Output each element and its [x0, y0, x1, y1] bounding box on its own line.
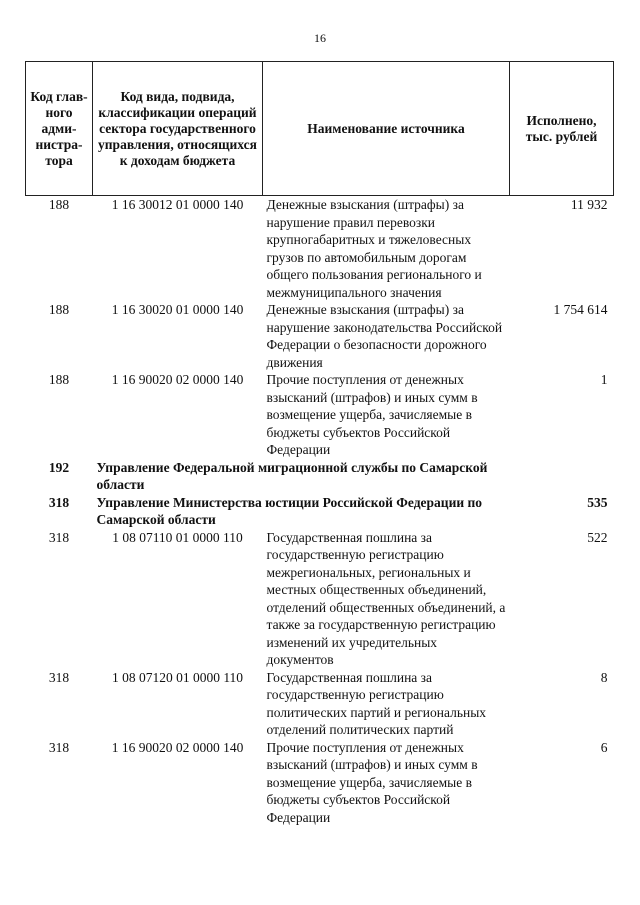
amount: 522 — [587, 529, 608, 545]
source-name: Прочие поступления от денежных взысканий (штрафов) и иных сумм в возмещение ущерба, зачисляемые в бюджеты субъектов Российской Федерации — [266, 372, 478, 457]
source-name: Прочие поступления от денежных взысканий (штрафов) и иных сумм в возмещение ущерба, зачисляемые в бюджеты субъектов Российской Федерации — [266, 739, 478, 825]
revenue-table — [25, 61, 614, 826]
header-admin-code: Код глав-ного адми-нистра-тора — [26, 62, 93, 196]
amount: 8 — [600, 669, 608, 685]
classification-code: 1 16 30020 01 0000 140 — [111, 302, 244, 317]
classification-code: 1 08 07110 01 0000 110 — [112, 529, 243, 545]
classification-code: 1 08 07120 01 0000 110 — [111, 669, 244, 685]
administrator-name: Управление Министерства юстиции Российской Федерации по Самарской области — [96, 494, 483, 527]
admin-code: 318 — [48, 739, 70, 755]
amount: 1 754 614 — [553, 302, 608, 317]
table-row-administrator — [26, 494, 614, 529]
table-row — [26, 529, 614, 669]
admin-code: 188 — [48, 372, 70, 387]
amount: 1 — [600, 372, 608, 387]
admin-code: 192 — [48, 459, 70, 475]
admin-code: 188 — [48, 197, 70, 212]
header-amount: Исполнено, тыс. рублей — [510, 62, 614, 196]
administrator-name: Управление Федеральной миграционной службы по Самарской области — [96, 459, 488, 492]
table-header — [26, 62, 614, 196]
amount: 11 932 — [570, 197, 608, 212]
admin-code: 318 — [48, 494, 70, 510]
source-name: Денежные взыскания (штрафы) за нарушение правил перевозки крупногабаритных и тяжеловесных грузов по автомобильным дорогам общего пользования регионального и межмуниципального значения — [266, 197, 482, 300]
page-number: 16 — [314, 31, 326, 45]
table-row-administrator — [26, 459, 614, 494]
source-name: Государственная пошлина за государственную регистрацию политических партий и региональных отделений политических партий — [266, 669, 487, 737]
table-body — [26, 196, 614, 827]
admin-code: 318 — [48, 529, 70, 545]
admin-code: 188 — [48, 302, 70, 317]
source-name: Денежные взыскания (штрафы) за нарушение законодательства Российской Федерации о безопасности дорожного движения — [266, 302, 503, 370]
classification-code: 1 16 90020 02 0000 140 — [111, 372, 244, 387]
header-classification-code: Код вида, подвида, классификации операций сектора государственного управления, относящихся к доходам бюджета — [93, 62, 263, 196]
table-row — [26, 669, 614, 739]
table-row — [26, 196, 614, 302]
amount — [510, 459, 614, 494]
header-source-name: Наименование источника — [263, 62, 510, 196]
admin-code: 318 — [48, 669, 70, 685]
source-name: Государственная пошлина за государственную регистрацию межрегиональных, региональных и местных общественных объединений, отделений общественных объединений, а также за государственную регистрацию изменений их учредительных документов — [266, 529, 506, 667]
table-row — [26, 739, 614, 827]
table-row — [26, 371, 614, 459]
classification-code: 1 16 90020 02 0000 140 — [111, 739, 244, 755]
classification-code: 1 16 30012 01 0000 140 — [111, 197, 244, 212]
amount: 535 — [587, 494, 608, 510]
amount: 6 — [600, 739, 608, 755]
table-row — [26, 301, 614, 371]
